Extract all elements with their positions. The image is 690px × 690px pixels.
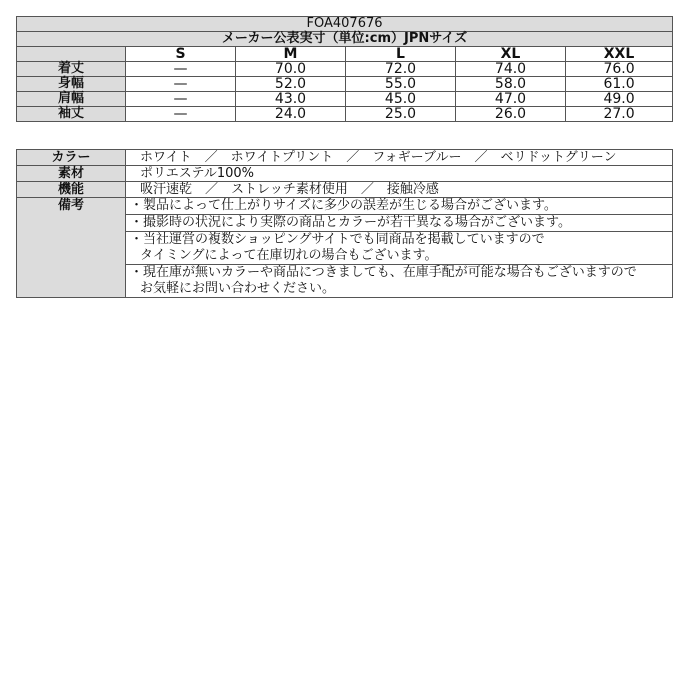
note-text: ・現在庫が無いカラーや商品につきましても、在庫手配が可能な場合もございますので bbox=[130, 265, 637, 280]
note-item bbox=[126, 265, 673, 298]
table-row bbox=[17, 198, 673, 215]
cell-value: 49.0 bbox=[566, 92, 673, 107]
size-header-l: L bbox=[346, 47, 456, 62]
table-row bbox=[17, 150, 673, 166]
note-text: ・撮影時の状況により実際の商品とカラーが若干異なる場合がございます。 bbox=[130, 215, 571, 230]
cell-value: — bbox=[126, 77, 236, 92]
note-text: ・製品によって仕上がりサイズに多少の誤差が生じる場合がございます。 bbox=[130, 198, 557, 213]
function-value: 吸汗速乾 ／ ストレッチ素材使用 ／ 接触冷感 bbox=[126, 182, 673, 198]
table-row bbox=[17, 107, 673, 122]
cell-value: — bbox=[126, 107, 236, 122]
size-header-xxl: XXL bbox=[566, 47, 673, 62]
cell-value: 74.0 bbox=[456, 62, 566, 77]
size-header-s: S bbox=[126, 47, 236, 62]
table-row bbox=[17, 77, 673, 92]
material-value: ポリエステル100% bbox=[126, 166, 673, 182]
table-row bbox=[17, 166, 673, 182]
cell-value: 61.0 bbox=[566, 77, 673, 92]
size-table bbox=[16, 16, 673, 122]
row-label: 袖丈 bbox=[17, 107, 126, 122]
product-code: FOA407676 bbox=[17, 17, 673, 32]
cell-value: 45.0 bbox=[346, 92, 456, 107]
table-row bbox=[17, 92, 673, 107]
material-label: 素材 bbox=[17, 166, 126, 182]
row-label: 肩幅 bbox=[17, 92, 126, 107]
note-text: お気軽にお問い合わせください。 bbox=[140, 281, 336, 296]
note-item bbox=[126, 198, 673, 215]
note-text: タイミングによって在庫切れの場合もございます。 bbox=[140, 248, 438, 263]
color-value: ホワイト ／ ホワイトプリント ／ フォギーブルー ／ ベリドットグリーン bbox=[126, 150, 673, 166]
table-row bbox=[17, 62, 673, 77]
cell-value: — bbox=[126, 62, 236, 77]
cell-value: 70.0 bbox=[236, 62, 346, 77]
cell-value: 43.0 bbox=[236, 92, 346, 107]
cell-value: 76.0 bbox=[566, 62, 673, 77]
cell-value: 47.0 bbox=[456, 92, 566, 107]
cell-value: — bbox=[126, 92, 236, 107]
cell-value: 58.0 bbox=[456, 77, 566, 92]
color-label: カラー bbox=[17, 150, 126, 166]
product-info-table bbox=[16, 149, 673, 298]
size-table-subtitle: メーカー公表実寸（単位:cm）JPNサイズ bbox=[17, 32, 673, 47]
cell-value: 24.0 bbox=[236, 107, 346, 122]
note-item bbox=[126, 232, 673, 265]
cell-value: 25.0 bbox=[346, 107, 456, 122]
row-label: 着丈 bbox=[17, 62, 126, 77]
cell-value: 72.0 bbox=[346, 62, 456, 77]
table-row bbox=[17, 182, 673, 198]
size-header-m: M bbox=[236, 47, 346, 62]
notes-label: 備考 bbox=[17, 198, 126, 298]
cell-value: 52.0 bbox=[236, 77, 346, 92]
cell-value: 55.0 bbox=[346, 77, 456, 92]
corner-cell bbox=[17, 47, 126, 62]
function-label: 機能 bbox=[17, 182, 126, 198]
size-header-xl: XL bbox=[456, 47, 566, 62]
note-item bbox=[126, 215, 673, 232]
note-text: ・当社運営の複数ショッピングサイトでも同商品を掲載していますので bbox=[130, 232, 545, 247]
cell-value: 26.0 bbox=[456, 107, 566, 122]
cell-value: 27.0 bbox=[566, 107, 673, 122]
row-label: 身幅 bbox=[17, 77, 126, 92]
